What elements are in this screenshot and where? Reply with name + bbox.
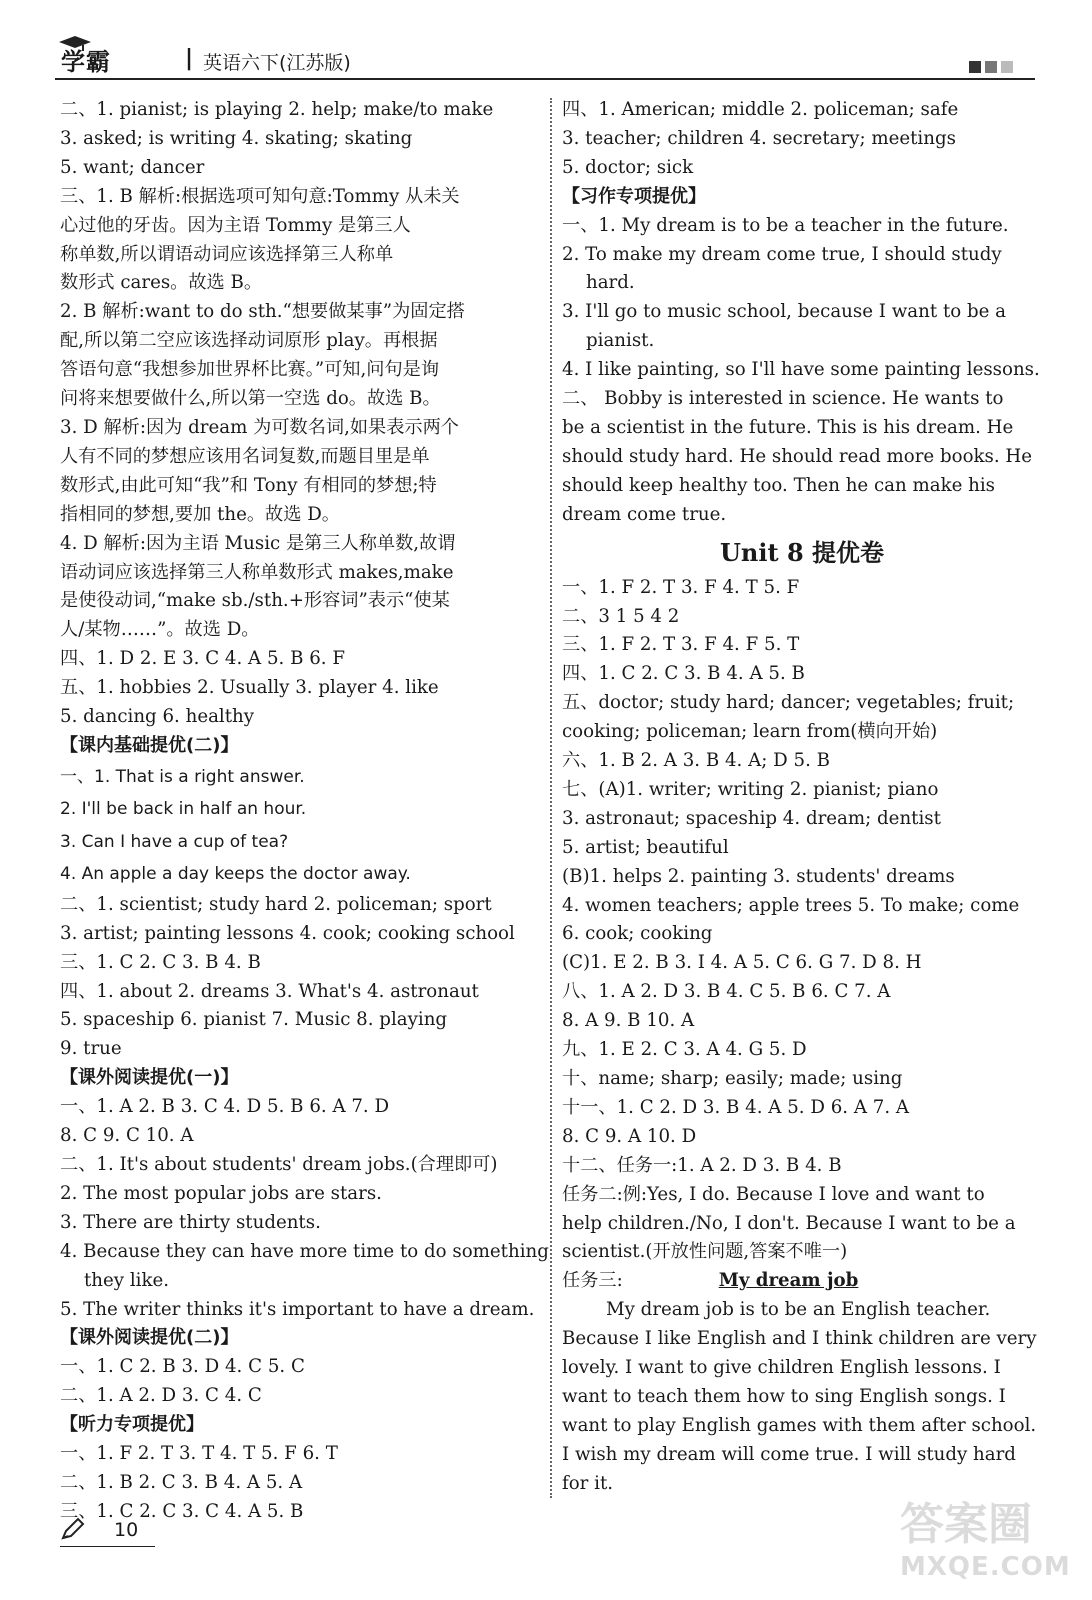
header-separator: | (185, 46, 194, 71)
answer-line: 4. women teachers; apple trees 5. To make; come (562, 894, 1020, 916)
answer-line: 九、1. E 2. C 3. A 4. G 5. D (562, 1039, 807, 1061)
answer-line: 任务二:例:Yes, I do. Because I love and want to (562, 1183, 985, 1205)
answer-line: cooking; policeman; learn from(横向开始) (562, 721, 938, 743)
answer-line: 四、1. D 2. E 3. C 4. A 5. B 6. F (60, 648, 345, 670)
answer-line: 2. To make my dream come true, I should study (562, 243, 1002, 265)
answer-line: 三、1. C 2. C 3. B 4. B (60, 951, 261, 973)
section-heading: 【课内基础提优(二)】 (60, 734, 239, 756)
answer-line: 4. I like painting, so I'll have some painting lessons. (562, 359, 1040, 381)
answer-line: 二、1. scientist; study hard 2. policeman; sport (60, 893, 492, 915)
column-divider (550, 98, 552, 1498)
handwritten-line: 3. Can I have a cup of tea? (60, 831, 289, 852)
answer-line: 六、1. B 2. A 3. B 4. A; D 5. B (562, 750, 831, 772)
handwritten-line: 4. An apple a day keeps the doctor away. (60, 864, 411, 885)
answer-line: should keep healthy too. Then he can make his (562, 474, 995, 496)
answer-line: 四、1. American; middle 2. policeman; safe (562, 99, 959, 120)
handwritten-line: 2. I'll be back in half an hour. (60, 799, 307, 820)
essay-line: My dream job is to be an English teacher. (606, 1299, 991, 1321)
explanation-line: 人有不同的梦想应该用名词复数,而题目里是单 (60, 445, 430, 467)
unit-title: Unit 8 提优卷 (720, 537, 884, 567)
section-heading: 【课外阅读提优(一)】 (60, 1067, 239, 1089)
explanation-line: 2. B 解析:want to do sth.“想要做某事”为固定搭 (60, 301, 465, 323)
answer-line: 二、1. B 2. C 3. B 4. A 5. A (60, 1471, 303, 1493)
answer-line: 3. artist; painting lessons 4. cook; cooking school (60, 922, 515, 944)
answer-line: 5. dancing 6. healthy (60, 706, 255, 728)
section-heading: 【课外阅读提优(二)】 (60, 1327, 239, 1349)
answer-line: 五、1. hobbies 2. Usually 3. player 4. like (60, 677, 439, 699)
essay-line: lovely. I want to give children English lessons. I (562, 1357, 1001, 1379)
watermark (900, 1488, 1071, 1588)
page-number: 10 (114, 1519, 139, 1541)
answer-line: 八、1. A 2. D 3. B 4. C 5. B 6. C 7. A (562, 981, 891, 1003)
task-three-row (562, 1267, 1042, 1296)
answer-line: 2. The most popular jobs are stars. (60, 1182, 382, 1204)
page-footer (60, 1515, 155, 1547)
essay-line: want to play English games with them after school. (562, 1414, 1037, 1436)
answer-line: 5. The writer thinks it's important to have a dream. (60, 1298, 535, 1320)
answer-line: help children./No, I don't. Because I want to be a (562, 1212, 1016, 1234)
explanation-line: 心过他的牙齿。因为主语 Tommy 是第三人 (60, 214, 411, 236)
answer-line: 9. true (60, 1038, 122, 1060)
essay-line: want to teach them how to sing English songs. I (562, 1385, 1006, 1407)
answer-line: 二、 Bobby is interested in science. He wants to (562, 388, 1004, 410)
explanation-line: 答语句意“我想参加世界杯比赛。”可知,问句是询 (60, 359, 440, 381)
handwritten-line: 一、1. That is a right answer. (60, 766, 305, 787)
explanation-line: 人/某物……”。故选 D。 (60, 619, 260, 641)
answer-line: 一、1. My dream is to be a teacher in the future. (562, 214, 1009, 236)
answer-line: 二、1. A 2. D 3. C 4. C (60, 1385, 262, 1407)
explanation-line: 称单数,所以谓语动词应该选择第三人称单 (60, 243, 394, 265)
answer-line: 五、doctor; study hard; dancer; vegetables; fruit; (562, 692, 1015, 714)
answer-line: 一、1. F 2. T 3. F 4. T 5. F (562, 576, 800, 598)
answer-line: (B)1. helps 2. painting 3. students' dreams (562, 865, 955, 887)
explanation-line: 配,所以第二空应该选择动词原形 play。再根据 (60, 330, 438, 352)
brand-logo: 学霸 (61, 48, 111, 76)
answer-line: 3. teacher; children 4. secretary; meetings (562, 127, 956, 149)
answer-line: 8. C 9. C 10. A (60, 1125, 194, 1147)
answer-line: 4. Because they can have more time to do something (60, 1240, 549, 1262)
answer-line: 3. There are thirty students. (60, 1211, 321, 1233)
left-column (60, 96, 549, 1527)
answer-line: 一、1. C 2. B 3. D 4. C 5. C (60, 1356, 305, 1378)
answer-line: 十二、任务一:1. A 2. D 3. B 4. B (562, 1154, 842, 1176)
explanation-line: 数形式,由此可知“我”和 Tony 有相同的梦想;特 (60, 474, 437, 496)
right-column (562, 96, 1042, 1499)
task-three-label: 任务三: (562, 1270, 623, 1292)
answer-line: should study hard. He should read more books. He (562, 445, 1033, 467)
answer-line: 十一、1. C 2. D 3. B 4. A 5. D 6. A 7. A (562, 1096, 910, 1118)
answer-line: 四、1. C 2. C 3. B 4. A 5. B (562, 663, 805, 685)
answer-line: they like. (84, 1269, 170, 1291)
answer-line: 5. spaceship 6. pianist 7. Music 8. playing (60, 1009, 448, 1031)
essay-line: I wish my dream will come true. I will study hard (562, 1443, 1016, 1465)
watermark-url: MXQE.COM (900, 1552, 1071, 1582)
section-heading: 【习作专项提优】 (562, 185, 706, 207)
answer-line: (C)1. E 2. B 3. I 4. A 5. C 6. G 7. D 8. H (562, 952, 922, 974)
answer-line: be a scientist in the future. This is his dream. He (562, 416, 1014, 438)
watermark-logo: 答案圈 (900, 1499, 1032, 1550)
answer-line: 四、1. about 2. dreams 3. What's 4. astronaut (60, 980, 479, 1002)
essay-title: My dream job (718, 1270, 859, 1292)
explanation-line: 3. D 解析:因为 dream 为可数名词,如果表示两个 (60, 416, 459, 438)
essay-line: Because I like English and I think children are very (562, 1328, 1037, 1350)
answer-line: 5. artist; beautiful (562, 836, 729, 858)
answer-line: 七、(A)1. writer; writing 2. pianist; piano (562, 778, 939, 800)
answer-line: pianist. (586, 330, 655, 352)
answer-line: 8. C 9. A 10. D (562, 1125, 697, 1147)
answer-line: 3. astronaut; spaceship 4. dream; dentist (562, 807, 941, 829)
answer-line: 三、1. C 2. C 3. C 4. A 5. B (60, 1500, 304, 1522)
explanation-line: 是使役动词,“make sb./sth.+形容词”表示“使某 (60, 590, 450, 612)
answer-line: hard. (586, 272, 635, 294)
explanation-line: 语动词应该选择第三人称单数形式 makes,make (60, 561, 454, 583)
explanation-line: 4. D 解析:因为主语 Music 是第三人称单数,故谓 (60, 532, 456, 554)
answer-line: 3. asked; is writing 4. skating; skating (60, 127, 413, 149)
answer-line: 一、1. A 2. B 3. C 4. D 5. B 6. A 7. D (60, 1096, 390, 1118)
answer-line: 6. cook; cooking (562, 923, 713, 945)
explanation-line: 三、1. B 解析:根据选项可知句意:Tommy 从未关 (60, 185, 460, 207)
answer-line: scientist.(开放性问题,答案不唯一) (562, 1241, 848, 1263)
answer-line: 5. want; dancer (60, 156, 205, 178)
answer-line: 5. doctor; sick (562, 156, 694, 178)
section-heading: 【听力专项提优】 (60, 1414, 204, 1436)
answer-line: 十、name; sharp; easily; made; using (562, 1068, 903, 1089)
explanation-line: 数形式 cares。故选 B。 (60, 272, 263, 294)
header-corner-blocks (965, 58, 1013, 77)
answer-line: dream come true. (562, 503, 727, 525)
answer-line: 一、1. F 2. T 3. T 4. T 5. F 6. T (60, 1443, 338, 1465)
book-title: 英语六下(江苏版) (203, 52, 351, 74)
answer-line: 二、1. pianist; is playing 2. help; make/to make (60, 99, 494, 120)
answer-line: 3. I'll go to music school, because I want to be a (562, 301, 1007, 323)
essay-line: for it. (562, 1472, 614, 1494)
page-header (55, 40, 1035, 80)
explanation-line: 指相同的梦想,要加 the。故选 D。 (60, 503, 340, 525)
answer-line: 二、3 1 5 4 2 (562, 605, 680, 627)
answer-line: 8. A 9. B 10. A (562, 1010, 695, 1032)
answer-line: 二、1. It's about students' dream jobs.(合理即可) (60, 1154, 498, 1175)
answer-line: 三、1. F 2. T 3. F 4. F 5. T (562, 634, 800, 656)
explanation-line: 问将来想要做什么,所以第一空选 do。故选 B。 (60, 388, 441, 410)
pencil-icon (60, 1517, 86, 1541)
